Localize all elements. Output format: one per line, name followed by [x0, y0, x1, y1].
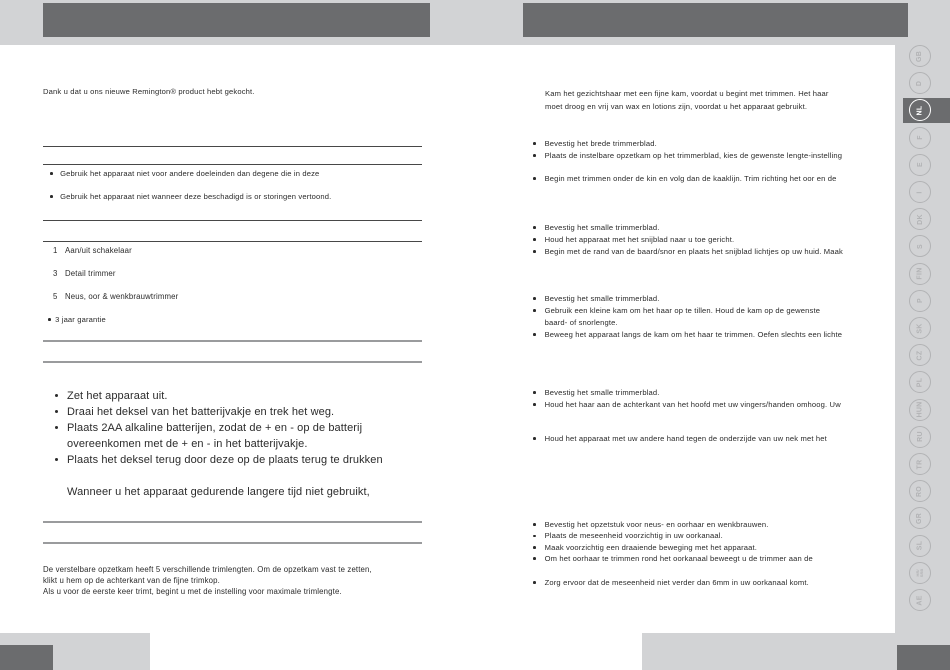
section-divider	[43, 361, 422, 363]
instruction-bullet	[533, 553, 889, 564]
language-badge-label: NL	[916, 105, 924, 116]
part-label: Neus, oor & wenkbrauwtrimmer	[65, 292, 179, 301]
safety-bullet-text: Gebruik het apparaat niet wanneer deze beschadigd is or storingen vertoond.	[60, 192, 332, 201]
battery-bullet-continuation: overeenkomen met de + en - in het batterijvakje.	[67, 438, 308, 450]
safety-bullet	[50, 192, 422, 202]
header-image-left	[43, 3, 430, 37]
language-badge-sk	[909, 317, 931, 339]
part-label: Aan/uit schakelaar	[65, 246, 132, 255]
language-badge-label: F	[916, 135, 924, 140]
instruction-text: Bevestig het brede trimmerblad.	[544, 139, 657, 148]
language-badge-label: I	[916, 190, 924, 194]
bullet-icon	[533, 238, 536, 241]
edging-steps	[533, 222, 889, 258]
instruction-text: Bevestig het opzetstuk voor neus- en oorhaar en wenkbrauwen.	[544, 520, 769, 529]
bullet-icon	[50, 195, 53, 198]
warranty-note	[48, 315, 248, 325]
language-badge-label: HUN	[916, 401, 924, 418]
instruction-text: Maak voorzichtig een draaiende beweging met het apparaat.	[544, 542, 758, 552]
section-divider	[43, 340, 422, 342]
language-badge-f	[909, 127, 931, 149]
comb-line: Als u voor de eerste keer trimt, begint u met de instelling voor maximale trimlengte.	[43, 587, 342, 596]
nose-ear-steps	[533, 519, 889, 564]
instruction-bullet	[533, 246, 889, 258]
language-badge-label: SL	[916, 540, 924, 551]
part-number: 1	[53, 246, 58, 255]
language-badge-ru	[909, 426, 931, 448]
bullet-icon	[533, 250, 536, 253]
parts-list-item	[53, 246, 132, 255]
language-badge-hun	[909, 399, 931, 421]
language-badge-label: RU	[916, 431, 924, 443]
instruction-bullet	[533, 305, 889, 317]
language-badge-label: HR/ SRB	[914, 568, 924, 578]
language-badge-label: RO	[916, 485, 924, 497]
language-badge-fin	[909, 263, 931, 285]
instruction-text: Zorg ervoor dat de meseenheid niet verder dan 6mm in uw oorkanaal komt.	[544, 578, 809, 587]
language-badge-i	[909, 181, 931, 203]
language-badge-label: DK	[916, 213, 924, 225]
battery-bullet-text: Draai het deksel van het batterijvakje en trek het weg.	[67, 406, 335, 418]
language-badge-sl	[909, 535, 931, 557]
bullet-icon	[533, 297, 536, 300]
language-badge-label: AE	[916, 594, 924, 606]
instruction-text: Plaats de meseenheid voorzichtig in uw oorkanaal.	[544, 531, 723, 541]
battery-storage-note: Wanneer u het apparaat gedurende langere tijd niet gebruikt,	[67, 486, 370, 498]
comb-lift-steps	[533, 293, 889, 341]
bullet-icon	[50, 172, 53, 175]
safety-bullet	[50, 169, 422, 179]
section-divider	[43, 220, 422, 221]
language-badge-label: E	[916, 162, 924, 168]
bullet-icon	[533, 437, 536, 440]
instruction-bullet	[533, 173, 889, 185]
instruction-bullet	[533, 519, 889, 530]
section-divider	[43, 164, 422, 165]
bullet-icon	[533, 154, 536, 157]
instruction-bullet	[533, 399, 889, 411]
bullet-icon	[533, 403, 536, 406]
part-number: 5	[53, 292, 58, 301]
battery-bullet	[55, 388, 437, 404]
language-badge-label: PL	[916, 377, 924, 388]
instruction-text: Beweeg het apparaat langs de kam om het haar te trimmen. Oefen slechts een lichte	[544, 330, 843, 339]
bullet-icon	[55, 394, 58, 397]
bullet-icon	[533, 142, 536, 145]
parts-list-item	[53, 269, 116, 278]
language-badge-label: SK	[916, 322, 924, 334]
bullet-icon	[533, 557, 536, 560]
battery-bullet	[55, 404, 437, 420]
instruction-bullet	[533, 542, 889, 553]
safety-bullet-text: Gebruik het apparaat niet voor andere doeleinden dan degene die in deze	[60, 169, 320, 178]
usage-intro-line: Kam het gezichtshaar met een fijne kam, voordat u begint met trimmen. Het haar	[545, 89, 829, 98]
instruction-bullet	[533, 577, 889, 589]
instruction-bullet	[533, 138, 889, 150]
language-badge-e	[909, 154, 931, 176]
instruction-bullet	[533, 387, 889, 399]
instruction-bullet	[533, 293, 889, 305]
language-badge-label: TR	[916, 459, 924, 469]
instruction-text: Gebruik een kleine kam om het haar op te tillen. Houd de kam op de gewenste	[544, 306, 821, 315]
language-badge-label: D	[916, 80, 924, 86]
nose-ear-warning	[533, 577, 889, 589]
instruction-continuation: baard- of snorlengte.	[544, 318, 618, 327]
battery-instructions	[55, 388, 437, 500]
battery-bullet	[55, 452, 437, 468]
neckline-extra-step	[533, 433, 889, 445]
instruction-text: Houd het haar aan de achterkant van het hoofd met uw vingers/handen omhoog. Uw	[544, 400, 841, 409]
bullet-icon	[55, 410, 58, 413]
language-badge-label: GR	[916, 512, 924, 524]
instruction-bullet	[533, 150, 889, 162]
battery-bullet	[55, 420, 437, 436]
comb-line: klikt u hem op de achterkant van de fijne trimkop.	[43, 576, 220, 585]
language-badge-label: CZ	[916, 350, 924, 361]
instruction-text: Houd het apparaat met uw andere hand tegen de onderzijde van uw nek met het	[544, 434, 827, 443]
instruction-bullet	[533, 433, 889, 445]
battery-bullet-text: Plaats 2AA alkaline batterijen, zodat de + en - op de batterij	[67, 422, 363, 434]
instruction-bullet	[533, 222, 889, 234]
bullet-icon	[533, 177, 536, 180]
instruction-text: Om het oorhaar te trimmen rond het oorkanaal beweegt u de trimmer aan de	[544, 553, 813, 563]
instruction-text: Bevestig het smalle trimmerblad.	[544, 223, 660, 232]
parts-list-item	[53, 292, 178, 301]
language-badge-label: FIN	[916, 267, 924, 280]
bullet-icon	[55, 426, 58, 429]
instruction-text: Begin met trimmen onder de kin en volg dan de kaaklijn. Trim richting het oor en de	[544, 174, 837, 183]
section-divider	[43, 521, 422, 523]
bullet-icon	[533, 581, 536, 584]
beard-trim-steps	[533, 138, 889, 185]
instruction-text: Bevestig het smalle trimmerblad.	[544, 294, 660, 303]
bullet-icon	[55, 458, 58, 461]
usage-intro-line: moet droog en vrij van wax en lotions zijn, voordat u het apparaat gebruikt.	[545, 102, 808, 111]
battery-bullet-text: Plaats het deksel terug door deze op de plaats terug te drukken	[67, 454, 383, 466]
warranty-text: 3 jaar garantie	[55, 315, 106, 324]
thank-you-note: Dank u dat u ons nieuwe Remington® product hebt gekocht.	[43, 87, 255, 96]
language-badge-gb	[909, 45, 931, 67]
header-image-right	[523, 3, 908, 37]
instruction-bullet	[533, 329, 889, 341]
language-badge-label: GB	[916, 50, 924, 62]
part-number: 3	[53, 269, 58, 278]
bullet-icon	[533, 226, 536, 229]
comb-paragraph	[43, 564, 428, 597]
instruction-bullet	[533, 234, 889, 246]
bullet-icon	[533, 546, 536, 549]
instruction-text: Plaats de instelbare opzetkam op het trimmerblad, kies de gewenste lengte-instelling	[544, 151, 843, 160]
section-divider	[43, 241, 422, 242]
battery-bullet-text: Zet het apparaat uit.	[67, 390, 168, 402]
usage-intro	[545, 87, 890, 113]
language-badge-hr-srb	[909, 562, 931, 584]
bullet-icon	[48, 318, 51, 321]
instruction-bullet	[533, 530, 889, 541]
language-badge-p	[909, 290, 931, 312]
section-divider	[43, 542, 422, 544]
instruction-text: Bevestig het smalle trimmerblad.	[544, 388, 660, 397]
footer-block-left	[0, 645, 53, 670]
bullet-icon	[533, 333, 536, 336]
language-badge-tr	[909, 453, 931, 475]
bullet-icon	[533, 391, 536, 394]
language-badge-ae	[909, 589, 931, 611]
bullet-icon	[533, 523, 536, 526]
footer-block-right	[897, 645, 950, 670]
neckline-steps	[533, 387, 889, 411]
bullet-icon	[533, 535, 536, 538]
language-badge-label: S	[916, 243, 924, 249]
bullet-icon	[533, 309, 536, 312]
comb-line: De verstelbare opzetkam heeft 5 verschillende trimlengten. Om de opzetkam vast te zetten,	[43, 565, 372, 574]
instruction-text: Houd het apparaat met het snijblad naar u toe gericht.	[544, 235, 735, 244]
language-badge-label: P	[916, 298, 924, 304]
instruction-text: Begin met de rand van de baard/snor en plaats het snijblad lichtjes op uw huid. Maak	[544, 247, 843, 256]
section-divider	[43, 146, 422, 147]
part-label: Detail trimmer	[65, 269, 116, 278]
